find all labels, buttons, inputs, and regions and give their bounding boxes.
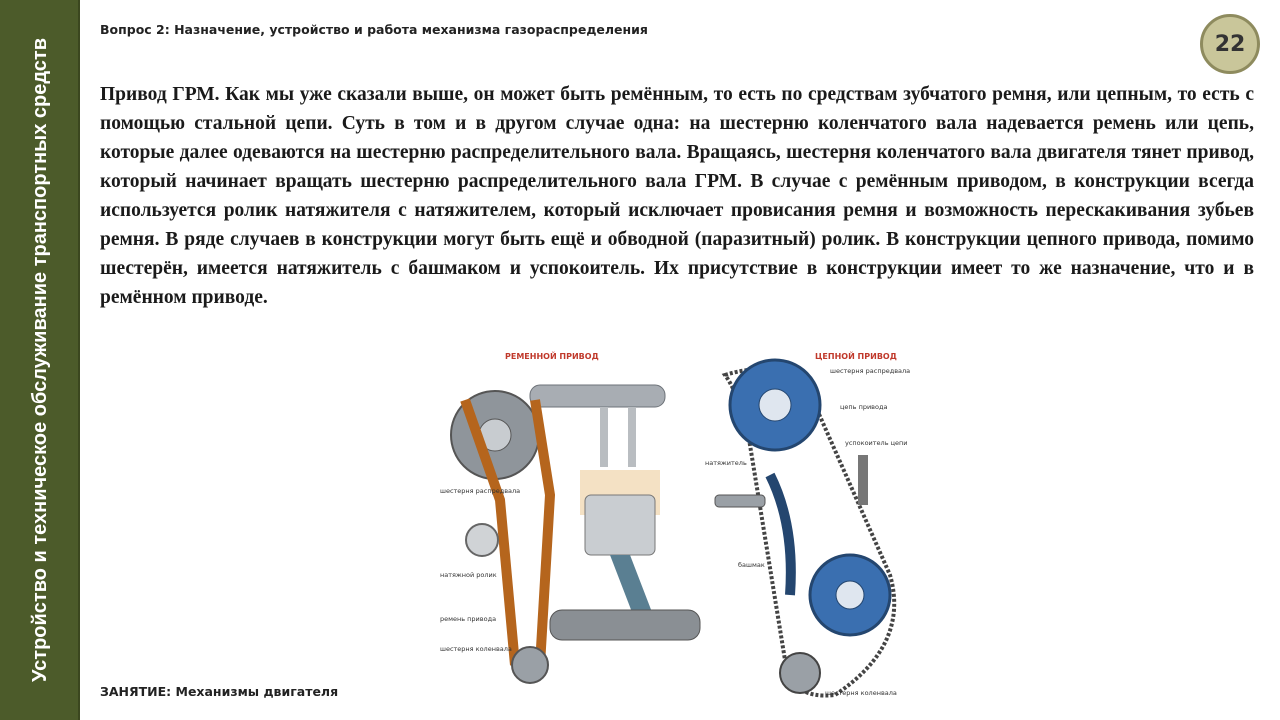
belt-drive-title: РЕМЕННОЙ ПРИВОД [505, 352, 599, 361]
chain-drive-title: ЦЕПНОЙ ПРИВОД [815, 352, 897, 361]
belt-label-cam-gear: шестерня распредвала [440, 487, 521, 495]
belt-label-belt: ремень привода [440, 615, 497, 623]
chain-cam-hub-shape [759, 389, 791, 421]
valve-left-shape [600, 407, 608, 467]
chain-label-shoe: башмак [738, 561, 765, 569]
camshaft-shape [530, 385, 665, 407]
chain-label-chain: цепь привода [840, 403, 888, 411]
belt-label-crank-gear: шестерня коленвала [440, 645, 512, 653]
chain-label-cam-gear: шестерня распредвала [830, 367, 911, 375]
timing-drive-illustration [440, 345, 920, 710]
piston-shape [585, 495, 655, 555]
chain-intermediate-hub-shape [836, 581, 864, 609]
belt-crank-gear-shape [512, 647, 548, 683]
lesson-footer: ЗАНЯТИЕ: Механизмы двигателя [100, 684, 339, 699]
sidebar [0, 0, 80, 720]
chain-damper-shape [858, 455, 868, 505]
belt-label-tensioner: натяжной ролик [440, 571, 497, 579]
crankshaft-shape [550, 610, 700, 640]
chain-label-crank-gear: шестерня коленвала [825, 689, 897, 697]
chain-tensioner-shape [715, 495, 765, 507]
timing-drive-svg [440, 345, 920, 710]
question-heading: Вопрос 2: Назначение, устройство и работа механизма газораспределения [100, 22, 648, 37]
belt-tensioner-shape [466, 524, 498, 556]
valve-right-shape [628, 407, 636, 467]
chain-label-damper: успокоитель цепи [845, 439, 908, 447]
chain-label-tensioner: натяжитель [705, 459, 747, 467]
body-paragraph: Привод ГРМ. Как мы уже сказали выше, он может быть ремённым, то есть по средствам зубчатого ремня, или цепным, то есть с помощью стальной цепи. Суть в том и в другом случае одна: на шестерню коленчатого вала надевается ремень или цепь, которые далее одеваются на шестерню распределительного вала. Вращаясь, шестерня коленчатого вала двигателя тянет привод, который начинает вращать шестерню распределительного вала ГРМ. В случае с ремённым приводом, в конструкции всегда используется ролик натяжителя с натяжителем, который исключает провисания ремня и возможность перескакивания зубьев ремня. В ряде случаев в конструкции могут быть ещё и обводной (паразитный) ролик. В конструкции цепного привода, помимо шестерён, имеется натяжитель с башмаком и успокоитель. Их присутствие в конструкции имеет то же назначение, что и в ремённом приводе. [100, 84, 1254, 308]
page-number-badge: 22 [1200, 14, 1260, 74]
sidebar-title: Устройство и техническое обслуживание транспортных средств [29, 37, 51, 683]
chain-crank-gear-shape [780, 653, 820, 693]
